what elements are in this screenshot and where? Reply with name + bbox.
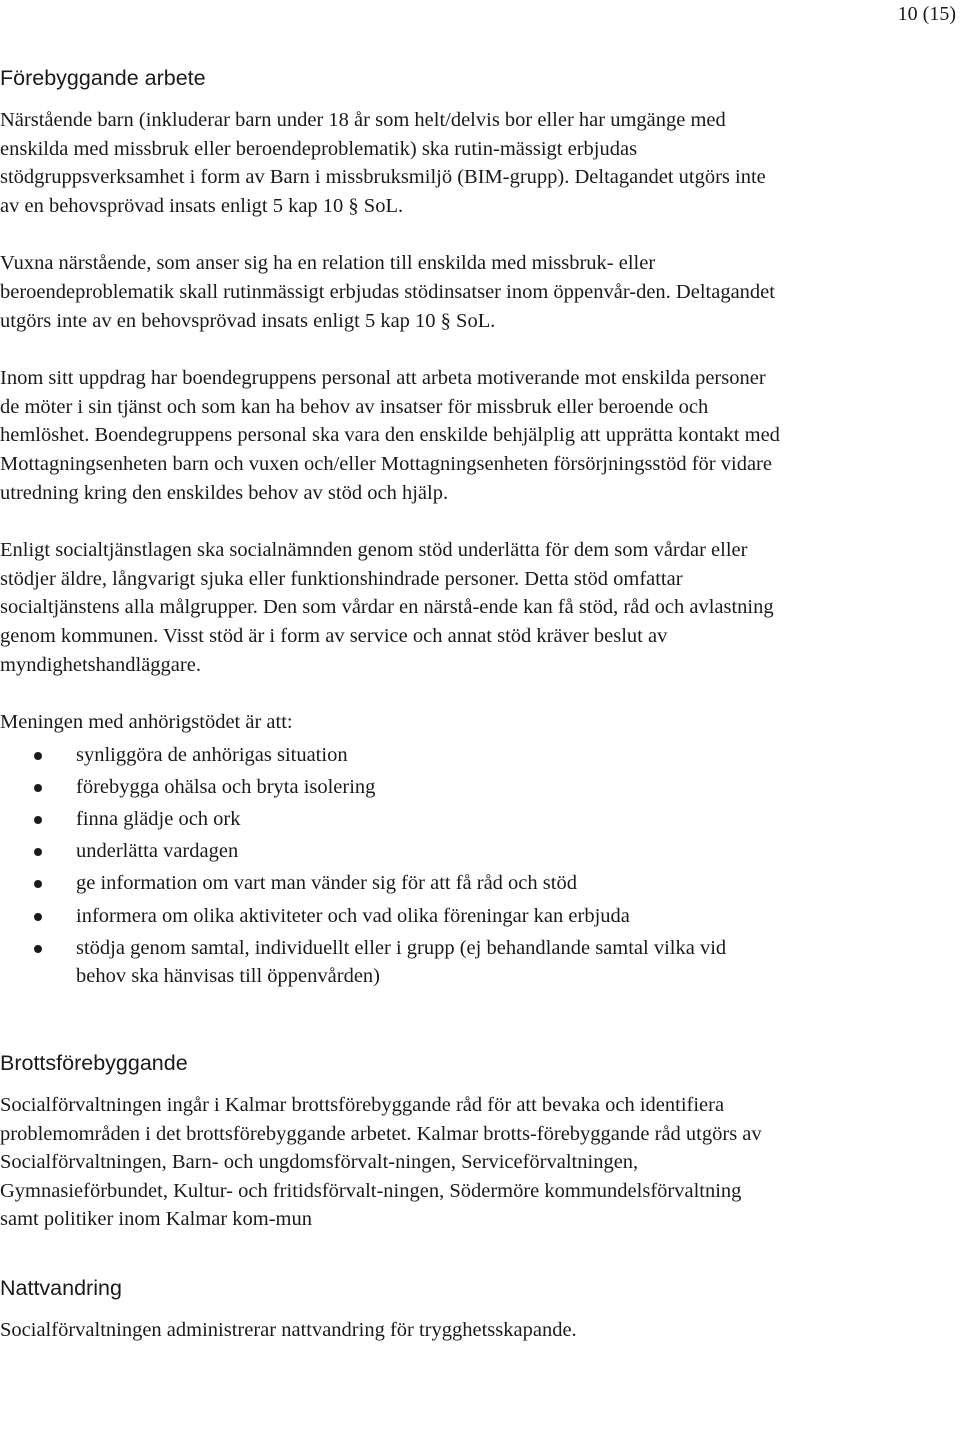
section-heading: Brottsförebyggande bbox=[0, 1051, 188, 1075]
list-item-text: underlätta vardagen bbox=[76, 840, 239, 863]
section-nattvandring bbox=[0, 1274, 780, 1345]
list-item bbox=[0, 741, 776, 770]
page-number: 10 (15) bbox=[897, 3, 956, 25]
paragraph: Vuxna närstående, som anser sig ha en relation till enskilda med missbruk- eller beroendeproblematik skall rutinmässigt erbjudas stödinsatser inom öppenvår-den. Deltagandet utgörs inte av en behovsprövad insats enligt 5 kap 10 § SoL. bbox=[0, 252, 775, 332]
list-item-text: ge information om vart man vänder sig för att få råd och stöd bbox=[76, 872, 577, 895]
bullet-icon bbox=[34, 848, 42, 856]
list-item-text: finna glädje och ork bbox=[76, 808, 241, 831]
list-item bbox=[0, 773, 776, 802]
paragraph: Enligt socialtjänstlagen ska socialnämnden genom stöd underlätta för dem som vårdar eller stödjer äldre, långvarigt sjuka eller funktionshindrade personer. Detta stöd omfattar socialtjänstens alla målgrupper. Den som vårdar en närstå-ende kan få stöd, råd och avlastning genom kommunen. Visst stöd är i form av service och annat stöd kräver beslut av myndighetshandläggare. bbox=[0, 539, 774, 676]
list-item bbox=[0, 934, 776, 991]
section-forebyggande-arbete bbox=[0, 64, 780, 991]
document-body bbox=[0, 64, 780, 1374]
bullet-icon bbox=[34, 880, 42, 888]
bullet-icon bbox=[34, 816, 42, 824]
paragraph: Socialförvaltningen administrerar nattvandring för trygghetsskapande. bbox=[0, 1318, 577, 1341]
bullet-list bbox=[0, 741, 780, 991]
list-item-text: synliggöra de anhörigas situation bbox=[76, 743, 348, 766]
section-heading: Nattvandring bbox=[0, 1275, 122, 1300]
section-brottsforebyggande bbox=[0, 1049, 780, 1234]
list-item-text: förebygga ohälsa och bryta isolering bbox=[76, 775, 376, 798]
list-item bbox=[0, 805, 776, 834]
paragraph: Inom sitt uppdrag har boendegruppens personal att arbeta motiverande mot enskilda personer de möter i sin tjänst och som kan ha behov av insatser för missbruk eller beroende och hemlöshet. Boendegruppens personal ska vara den enskilde behjälplig att upprätta kontakt med Mottagningsenheten barn och vuxen och/eller Mottagningsenheten försörjningsstöd för vidare utredning kring den enskildes behov av stöd och hjälp. bbox=[0, 367, 780, 504]
paragraph: Socialförvaltningen ingår i Kalmar brottsförebyggande råd för att bevaka och identifiera problemområden i det brottsförebyggande arbetet. Kalmar brotts-förebyggande råd utgörs av Socialförvaltningen, Barn- och ungdomsförvalt-ningen, Serviceförvaltningen, Gymnasieförbundet, Kultur- och fritidsförvalt-ningen, Södermöre kommundelsförvaltning samt politiker inom Kalmar kom-mun bbox=[0, 1094, 762, 1231]
list-item bbox=[0, 837, 776, 866]
paragraph: Närstående barn (inkluderar barn under 18 år som helt/delvis bor eller har umgänge med enskilda med missbruk eller beroendeproblematik) ska rutin-mässigt erbjudas stödgruppsverksamhet i form av Barn i missbruksmiljö (BIM-grupp). Deltagandet utgörs inte av en behovsprövad insats enligt 5 kap 10 § SoL. bbox=[0, 109, 766, 217]
bullet-icon bbox=[34, 945, 42, 953]
list-intro: Meningen med anhörigstödet är att: bbox=[0, 711, 293, 734]
list-item bbox=[0, 902, 776, 931]
section-heading: Förebyggande arbete bbox=[0, 66, 206, 90]
list-item-text: stödja genom samtal, individuellt eller i grupp (ej behandlande samtal vilka vid behov ska hänvisas till öppenvården) bbox=[76, 936, 727, 988]
bullet-icon bbox=[34, 752, 42, 760]
bullet-icon bbox=[34, 784, 42, 792]
list-item-text: informera om olika aktiviteter och vad olika föreningar kan erbjuda bbox=[76, 904, 630, 927]
list-item bbox=[0, 869, 776, 898]
bullet-icon bbox=[34, 913, 42, 921]
